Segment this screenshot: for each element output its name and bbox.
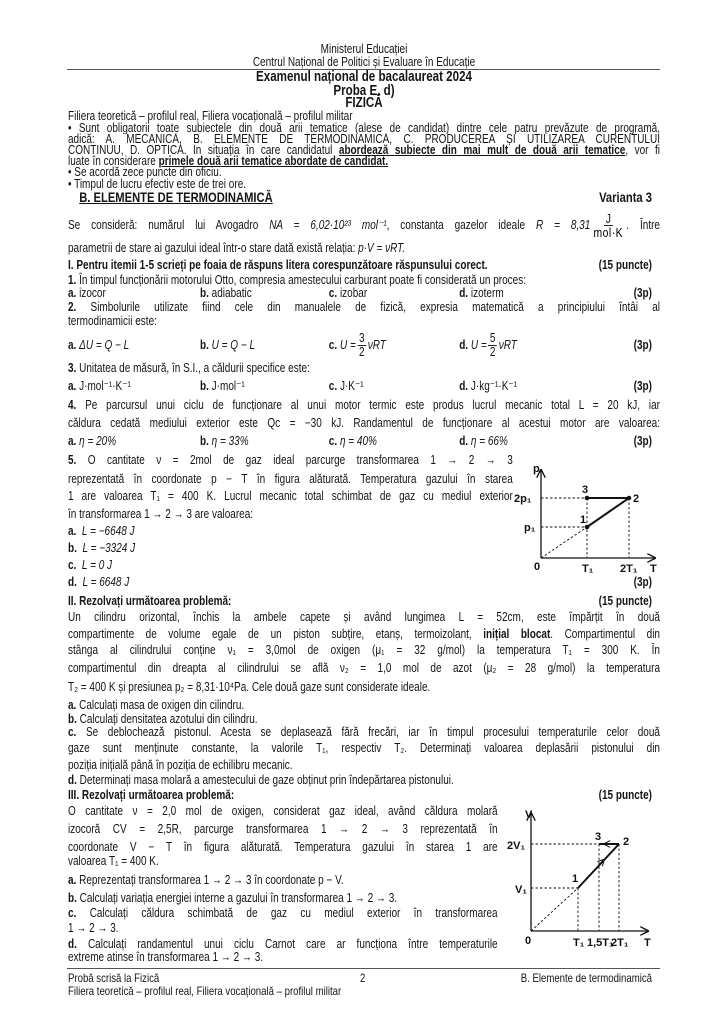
option-d: L = 6648 J xyxy=(82,575,130,589)
option-letter: d. xyxy=(459,338,469,352)
question-c-cont: poziția inițială până în poziția de echilibru mecanic. xyxy=(68,758,293,772)
option-c: η = 40% xyxy=(339,434,377,448)
state-2-label: 2 xyxy=(623,836,630,848)
footer-filiera: Filiera teoretică – profilul real, Filiera vocațională – profilul militar xyxy=(68,984,342,998)
x-axis-label: T xyxy=(644,937,651,949)
y-tick-2p1: 2p₁ xyxy=(514,493,532,505)
question-text: Calculați variația energiei interne a gazului în transformarea 1 → 2 → 3. xyxy=(79,891,398,905)
question-letter: d. xyxy=(68,937,77,951)
item-points: (3p) xyxy=(633,379,652,393)
part1-points: (15 puncte) xyxy=(598,258,652,272)
x-tick-t1: T₁ xyxy=(573,937,585,949)
option-letter: b. xyxy=(200,379,209,393)
question-letter: a. xyxy=(68,873,77,887)
origin-label: 0 xyxy=(534,561,541,573)
option-letter: a. xyxy=(68,434,77,448)
problem-line: Un cilindru orizontal, închis la ambele capete și având lungimea L = 52cm, este împărțit în două xyxy=(68,610,660,624)
question-letter: c. xyxy=(68,725,77,739)
question-c-cont: gaze sunt menținute constante, la valorile T₁, respectiv T₂. Determinați valoarea deplasării pistonului din xyxy=(68,741,660,755)
item-text: O cantitate ν = 2mol de gaz ideal parcurge transformarea 1 → 2 → 3 xyxy=(87,453,513,467)
fraction-numerator: 5 xyxy=(489,331,496,346)
question-text: Calculați căldura schimbată de gaz cu mediul exterior în transformarea xyxy=(89,906,498,920)
constants-text: . Între xyxy=(626,218,660,232)
problem-line: valoarea T₁ = 400 K. xyxy=(68,854,159,868)
problem-text: compartimente de volume egale de un piston subțire, etanș, termoizolant, xyxy=(68,627,484,641)
option-letter: c. xyxy=(328,434,338,448)
rule-emphasis: abordează subiecte din mai mult de două arii tematice xyxy=(338,144,626,156)
fraction-denominator: 2 xyxy=(489,345,496,360)
constants-text: parametrii de stare ai gazului ideal într-o stare dată există relația: xyxy=(68,241,359,255)
question-text: Calculați randamentul unui ciclu Carnot care ar funcționa între temperaturile xyxy=(87,937,498,951)
state-2-label: 2 xyxy=(633,493,640,505)
subject-title: FIZICĂ xyxy=(345,95,383,111)
problem-text: . Compartimentul din xyxy=(550,627,660,641)
x-tick-2t1: 2T₁ xyxy=(611,937,629,949)
item-points: (3p) xyxy=(633,434,652,448)
item-text: Pe parcursul unui ciclu de funcționare al unui motor termic este produs lucrul mecanic total L = 20 kJ, iar xyxy=(85,398,660,412)
fraction-denominator: 2 xyxy=(358,345,365,360)
y-tick-v1: V₁ xyxy=(515,884,527,896)
option-letter: b. xyxy=(200,338,209,352)
option-letter: c. xyxy=(328,338,338,352)
option-a: L = −6648 J xyxy=(81,524,135,538)
avogadro-formula: NA = 6,02·10²³ mol⁻¹ xyxy=(269,218,387,232)
question-letter: a. xyxy=(68,698,77,712)
question-letter: b. xyxy=(68,891,77,905)
item-text: Simbolurile utilizate fiind cele din manualele de fizică, expresia matematică a principiului întâi al xyxy=(90,300,660,314)
option-b: adiabatic xyxy=(211,286,252,300)
proba: Proba E. d) xyxy=(333,83,395,99)
question-letter: d. xyxy=(68,773,77,787)
part2-title: II. Rezolvați următoarea problemă: xyxy=(68,594,232,608)
option-c: L = 0 J xyxy=(81,558,113,572)
state-1-label: 1 xyxy=(572,873,579,885)
fraction-numerator: J xyxy=(605,211,611,227)
option-d: U = xyxy=(470,338,487,352)
question-d-cont: extreme atinse în transformarea 1 → 2 → 3. xyxy=(68,950,264,964)
problem-line: O cantitate ν = 2,0 mol de oxigen, considerat gaz ideal, având căldura molară xyxy=(68,804,498,818)
fraction-numerator: 3 xyxy=(358,331,365,346)
item-number: 4. xyxy=(68,398,77,412)
y-tick-2v1: 2V₁ xyxy=(507,840,526,852)
option-a: ΔU = Q − L xyxy=(79,338,130,352)
option-c: izobar xyxy=(339,286,368,300)
question-letter: c. xyxy=(68,906,77,920)
rule-line: • Timpul de lucru efectiv este de trei ore. xyxy=(68,177,247,191)
exam-title: Examenul național de bacalaureat 2024 xyxy=(256,69,472,85)
item-5-cont: în transformarea 1 → 2 → 3 are valoarea: xyxy=(68,507,254,521)
state-1-label: 1 xyxy=(580,514,587,526)
problem-line: compartimentul din dreapta al cilindrului se află ν₂ = 1,0 mol de azot (μ₂ = 28 g/mol) la temperatura xyxy=(68,661,660,675)
item-5-cont: 1 are valoarea T₁ = 400 K. Lucrul mecanic total schimbat de gaz cu mediul exterior xyxy=(68,489,513,503)
item-2-cont: termodinamicii este: xyxy=(68,314,157,328)
x-tick-1-5t1: 1,5T₁ xyxy=(587,937,614,949)
question-c-cont: 1 → 2 → 3. xyxy=(68,921,119,935)
option-letter: b. xyxy=(68,541,77,555)
ministry: Ministerul Educației xyxy=(320,42,408,56)
item-points: (3p) xyxy=(633,575,652,589)
item-points: (3p) xyxy=(633,286,652,300)
rule-text: luate în considerare xyxy=(68,154,159,168)
state-3-label: 3 xyxy=(595,831,602,843)
rule-text: CONTINUU, D. OPTICĂ. În situația în care candidatul xyxy=(68,144,339,156)
y-axis-label: p xyxy=(533,463,540,475)
problem-line: coordonate V − T în figura alăturată. Temperatura gazului în starea 1 are xyxy=(68,840,498,854)
rule-text: , vor fi xyxy=(625,144,660,156)
constants-text: , constanta gazelor ideale xyxy=(386,218,536,232)
option-b: η = 33% xyxy=(211,434,249,448)
variant-label: Varianta 3 xyxy=(599,189,652,205)
page-number: 2 xyxy=(360,971,366,985)
problem-line: stânga al cilindrului conține ν₁ = 3,0mol de oxigen (μ₁ = 32 g/mol) la temperatura T₁ = 300 K. În xyxy=(68,643,660,657)
option-letter: c. xyxy=(328,286,338,300)
option-letter: d. xyxy=(459,434,469,448)
item-text: În timpul funcționării motorului Otto, compresia amestecului carburant poate fi considerată un proces: xyxy=(79,273,527,287)
option-letter: a. xyxy=(68,379,77,393)
option-letter: c. xyxy=(328,379,338,393)
option-b: L = −3324 J xyxy=(82,541,136,555)
part3-points: (15 puncte) xyxy=(598,788,652,802)
item-number: 5. xyxy=(68,453,77,467)
question-letter: b. xyxy=(68,712,77,726)
problem-line: izocoră CV = 2,5R, parcurge transformarea 1 → 2 → 3 reprezentată în xyxy=(68,822,498,836)
section-title: B. ELEMENTE DE TERMODINAMICĂ xyxy=(79,189,273,205)
option-d: J·kg⁻¹·K⁻¹ xyxy=(470,379,517,393)
footer-right: B. Elemente de termodinamică xyxy=(520,971,652,985)
item-text: Unitatea de măsură, în S.I., a căldurii specifice este: xyxy=(79,361,310,375)
rule-emphasis: primele două arii tematice abordate de candidat. xyxy=(158,154,389,168)
item-4-cont: căldura cedată mediului exterior este Qc = −30 kJ. Randamentul de funcționare al acestui motor are valoarea: xyxy=(68,416,660,430)
option-c-rest: νRT xyxy=(367,338,386,352)
option-letter: b. xyxy=(200,286,209,300)
question-text: Determinați masa molară a amestecului de gaze obținut prin îndepărtarea pistonului. xyxy=(79,773,454,787)
option-letter: a. xyxy=(68,286,77,300)
problem-line: T₂ = 400 K și presiunea p₂ = 8,31·10⁴Pa. Cele două gaze sunt considerate ideale. xyxy=(68,680,431,694)
option-letter: a. xyxy=(68,524,77,538)
x-tick-2t1: 2T₁ xyxy=(620,563,638,575)
y-tick-p1: p₁ xyxy=(524,522,536,534)
item-points: (3p) xyxy=(633,338,652,352)
constants-text: Se consideră: numărul lui Avogadro xyxy=(68,218,270,232)
rule-line: • Se acordă zece puncte din oficiu. xyxy=(68,165,222,179)
question-text: Reprezentați transformarea 1 → 2 → 3 în coordonate p − V. xyxy=(79,873,344,887)
footer-left: Probă scrisă la Fizică xyxy=(68,971,160,985)
part3-title: III. Rezolvați următoarea problemă: xyxy=(68,788,235,802)
x-tick-t1: T₁ xyxy=(582,563,594,575)
question-text: Calculați densitatea azotului din cilindru. xyxy=(79,712,258,726)
item-number: 3. xyxy=(68,361,77,375)
option-b: U = Q − L xyxy=(211,338,256,352)
option-b: J·mol⁻¹ xyxy=(211,379,245,393)
option-letter: c. xyxy=(68,558,77,572)
option-c: J·K⁻¹ xyxy=(339,379,364,393)
fraction-denominator: mol·K xyxy=(593,225,624,239)
y-axis-label: V xyxy=(525,809,533,821)
problem-emphasis: inițial blocat xyxy=(483,627,551,641)
center-name: Centrul Național de Politici și Evaluare în Educație xyxy=(252,55,476,69)
option-c: U = xyxy=(339,338,356,352)
part1-title: I. Pentru itemii 1-5 scrieți pe foaia de răspuns litera corespunzătoare răspunsului corect. xyxy=(68,258,488,272)
option-a: izocor xyxy=(79,286,106,300)
option-a: J·mol⁻¹·K⁻¹ xyxy=(79,379,131,393)
filiera: Filiera teoretică – profilul real, Filiera vocațională – profilul militar xyxy=(68,109,353,123)
item-number: 2. xyxy=(68,300,77,314)
rule-line: • Sunt obligatorii toate subiectele din două arii tematice (alese de candidat) dintre cele patru prevăzute de programă, xyxy=(68,122,660,134)
origin-label: 0 xyxy=(525,935,532,947)
state-3-label: 3 xyxy=(582,484,589,496)
x-axis-label: T xyxy=(650,563,657,575)
item-number: 1. xyxy=(68,273,77,287)
ideal-gas-law: p·V = νRT. xyxy=(358,241,406,255)
option-d-rest: νRT xyxy=(498,338,517,352)
item-5-cont: reprezentată în coordonate p − T în figura alăturată. Temperatura gazului în starea xyxy=(68,472,513,486)
gas-constant-formula: R = 8,31 xyxy=(535,218,591,232)
option-letter: d. xyxy=(459,286,469,300)
part2-points: (15 puncte) xyxy=(598,594,652,608)
option-d: izoterm xyxy=(470,286,504,300)
option-letter: d. xyxy=(459,379,469,393)
option-letter: b. xyxy=(200,434,209,448)
question-text: Calculați masa de oxigen din cilindru. xyxy=(79,698,245,712)
option-a: η = 20% xyxy=(79,434,117,448)
option-letter: d. xyxy=(68,575,77,589)
rule-line: adică: A. MECANICĂ, B. ELEMENTE DE TERMODINAMICĂ, C. PRODUCEREA ȘI UTILIZAREA CURENTULUI xyxy=(68,133,660,145)
option-d: η = 66% xyxy=(470,434,508,448)
option-letter: a. xyxy=(68,338,77,352)
question-text: Se deblochează pistonul. Acesta se deplasează fără frecări, iar în timpul procesului temperaturile celor două xyxy=(85,725,660,739)
